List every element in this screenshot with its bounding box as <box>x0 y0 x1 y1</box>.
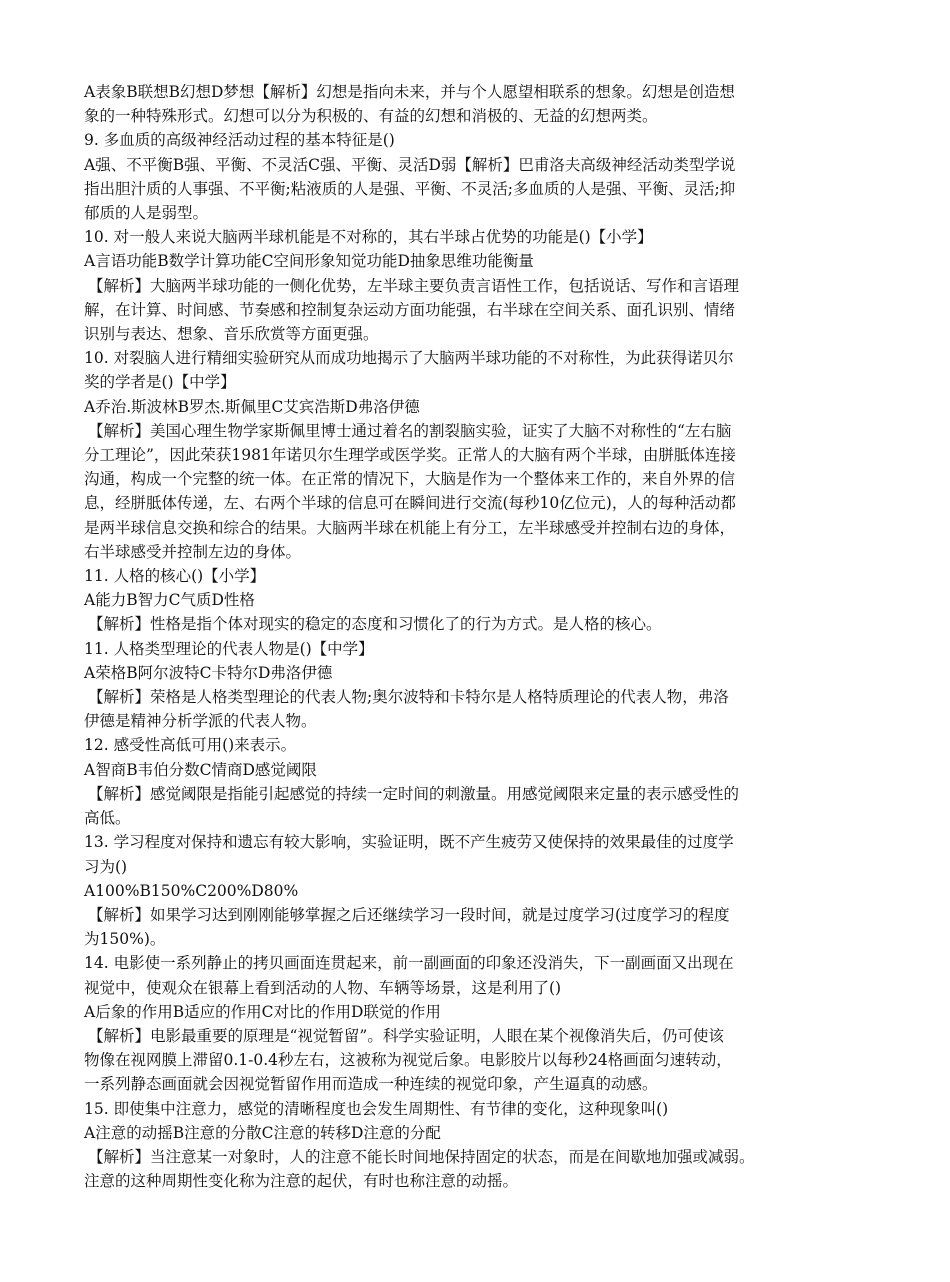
text-line: 奖的学者是()【中学】 <box>84 373 236 392</box>
text-line: 沟通，构成一个完整的统一体。在正常的情况下，大脑是作为一个整体来工作的，来自外界的信 <box>84 470 736 489</box>
text-line: 息，经胼胝体传递，左、右两个半球的信息可在瞬间进行交流(每秒10亿位元)，人的每种活动都 <box>84 494 736 513</box>
text-line: 解，在计算、时间感、节奏感和控制复杂运动方面功能强，右半球在空间关系、面孔识别、情绪 <box>84 300 736 319</box>
text-line: 物像在视网膜上滞留0.1-0.4秒左右，这被称为视觉后象。电影胶片以每秒24格画面匀速转动， <box>84 1051 732 1070</box>
document-page <box>84 80 874 1193</box>
analysis-text: 【解析】感觉阈限是指能引起感觉的持续一定时间的刺激量。用感觉阈限来定量的表示感受性的 <box>88 784 740 803</box>
analysis-text: 【解析】美国心理生物学家斯佩里博士通过着名的割裂脑实验，证实了大脑不对称性的“左右脑 <box>88 421 732 440</box>
question-text: 11. 人格类型理论的代表人物是()【中学】 <box>84 639 374 658</box>
question-text: 9. 多血质的高级神经活动过程的基本特征是() <box>84 131 395 150</box>
text-line: 识别与表达、想象、音乐欣赏等方面更强。 <box>84 325 379 344</box>
text-line: 郁质的人是弱型。 <box>84 204 209 223</box>
text-line: 习为() <box>84 857 128 876</box>
options-text: A强、不平衡B强、平衡、不灵活C强、平衡、灵活D弱【解析】巴甫洛夫高级神经活动类型学说 <box>84 155 736 174</box>
question-text: 12. 感受性高低可用()来表示。 <box>84 736 297 755</box>
analysis-text: 【解析】电影最重要的原理是“视觉暂留”。科学实验证明，人眼在某个视像消失后，仍可使该 <box>88 1026 724 1045</box>
question-text: 13. 学习程度对保持和遗忘有较大影响，实验证明，既不产生疲劳又使保持的效果最佳的过度学 <box>84 833 734 852</box>
text-line: 伊德是精神分析学派的代表人物。 <box>84 712 317 731</box>
text-line: 象的一种特殊形式。幻想可以分为积极的、有益的幻想和消极的、无益的幻想两类。 <box>84 107 658 126</box>
options-text: A能力B智力C气质D性格 <box>84 591 255 610</box>
text-line: 视觉中，使观众在银幕上看到活动的人物、车辆等场景，这是利用了() <box>84 978 562 997</box>
text-line: 是两半球信息交换和综合的结果。大脑两半球在机能上有分工，左半球感受并控制右边的身体， <box>84 518 736 537</box>
question-text: 10. 对一般人来说大脑两半球机能是不对称的，其右半球占优势的功能是()【小学】 <box>84 228 653 247</box>
question-text: 11. 人格的核心()【小学】 <box>84 567 266 586</box>
text-line: 指出胆汁质的人事强、不平衡;粘液质的人是强、平衡、不灵活;多血质的人是强、平衡、灵活;抑 <box>84 179 736 198</box>
text-line: A表象B联想B幻想D梦想【解析】幻想是指向未来，并与个人愿望相联系的想象。幻想是创造想 <box>84 83 735 101</box>
question-text: 10. 对裂脑人进行精细实验研究从而成功地揭示了大脑两半球功能的不对称性，为此获得诺贝尔 <box>84 349 734 368</box>
options-text: A乔治.斯波林B罗杰.斯佩里C艾宾浩斯D弗洛伊德 <box>84 397 420 416</box>
options-text: A荣格B阿尔波特C卡特尔D弗洛伊德 <box>84 663 333 682</box>
text-line: 右半球感受并控制左边的身体。 <box>84 542 302 561</box>
text-line: 分工理论”，因此荣获1981年诺贝尔生理学或医学奖。正常人的大脑有两个半球，由胼胝体连接 <box>84 446 736 465</box>
analysis-text: 【解析】如果学习达到刚刚能够掌握之后还继续学习一段时间，就是过度学习(过度学习的程度 <box>88 905 730 924</box>
analysis-text: 【解析】性格是指个体对现实的稳定的态度和习惯化了的行为方式。是人格的核心。 <box>88 615 662 634</box>
question-text: 15. 即使集中注意力，感觉的清晰程度也会发生周期性、有节律的变化，这种现象叫() <box>84 1099 669 1118</box>
text-line: 一系列静态画面就会因视觉暂留作用而造成一种连续的视觉印象，产生逼真的动感。 <box>84 1075 658 1094</box>
options-text: A言语功能B数学计算功能C空间形象知觉功能D抽象思维功能衡量 <box>84 252 534 271</box>
text-line: 高低。 <box>84 809 131 828</box>
analysis-text: 【解析】荣格是人格类型理论的代表人物;奥尔波特和卡特尔是人格特质理论的代表人物，弗洛 <box>88 688 729 707</box>
options-text: A智商B韦伯分数C情商D感觉阈限 <box>84 760 317 779</box>
options-text: A后象的作用B适应的作用C对比的作用D联觉的作用 <box>84 1002 441 1021</box>
question-text: 14. 电影使一系列静止的拷贝画面连贯起来，前一副画面的印象还没消失，下一副画面又出现在 <box>84 954 734 973</box>
options-text: A注意的动摇B注意的分散C注意的转移D注意的分配 <box>84 1123 441 1142</box>
text-line: 为150%)。 <box>84 930 166 949</box>
analysis-text: 【解析】大脑两半球功能的一侧化优势，左半球主要负责言语性工作，包括说话、写作和言语理 <box>88 276 740 295</box>
options-text: A100%B150%C200%D80% <box>84 881 299 900</box>
text-line: 注意的这种周期性变化称为注意的起伏，有时也称注意的动摇。 <box>84 1172 519 1191</box>
analysis-text: 【解析】当注意某一对象时，人的注意不能长时间地保持固定的状态，而是在间歇地加强或减弱。 <box>88 1147 755 1166</box>
